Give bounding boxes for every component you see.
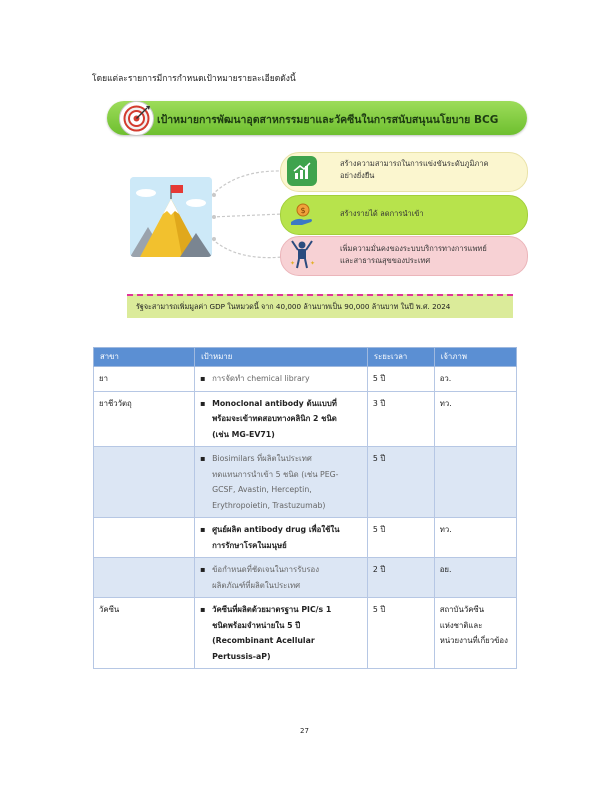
goal-line: Pertussis-aP) (212, 651, 271, 661)
header-goal: เป้าหมาย (195, 348, 368, 367)
goal-line: ผลิตภัณฑ์ที่ผลิตในประเทศ (212, 580, 301, 590)
owner-line: สถาบันวัคซีน (439, 605, 485, 614)
bullet-icon: ▪ (200, 525, 206, 534)
bullet-icon: ▪ (200, 454, 206, 463)
goal-1-text: สร้างความสามารถในการแข่งขันระดับภูมิภาค อย่างยั่งยืน (340, 159, 489, 180)
svg-text:✦: ✦ (310, 260, 316, 267)
person-celebrate-icon (287, 239, 317, 269)
target-icon (119, 101, 154, 136)
targets-table (93, 347, 517, 669)
money-hand-icon (287, 199, 317, 229)
cell-duration: 5 ปี (367, 598, 434, 669)
cell-branch (94, 447, 195, 518)
goal-line: GCSF, Avastin, Herceptin, (212, 485, 312, 494)
goal-line: การจัดทำ chemical library (212, 374, 310, 383)
bullet-icon: ▪ (200, 374, 206, 383)
table-row (94, 367, 517, 392)
table-row (94, 518, 517, 558)
table-row (94, 558, 517, 598)
owner-line: ทว. (439, 398, 452, 408)
gdp-target-text: รัฐจะสามารถเพิ่มมูลค่า GDP ในหมวดนี้ จาก 40,000 ล้านบาทเป็น 90,000 ล้านบาท ในปี พ.ศ. 2024 (136, 302, 451, 311)
cell-goal (195, 598, 368, 669)
cell-owner (434, 367, 516, 392)
table-row (94, 447, 517, 518)
cell-goal (195, 518, 368, 558)
cell-duration: 5 ปี (367, 447, 434, 518)
goal-line: Erythropoietin, Trastuzumab) (212, 500, 326, 510)
goal-line: ชนิดพร้อมจำหน่ายใน 5 ปี (212, 620, 301, 630)
svg-text:$: $ (300, 206, 306, 215)
cell-branch (94, 518, 195, 558)
cell-goal (195, 367, 368, 392)
cell-owner (434, 598, 516, 669)
goal-line: (เช่น MG-EV71) (212, 429, 275, 439)
goal-line: วัคซีนที่ผลิตด้วยมาตรฐาน PIC/s 1 (212, 605, 332, 614)
goal-line: ทดแทนการนำเข้า 5 ชนิด (เช่น PEG- (212, 469, 339, 479)
cell-owner (434, 518, 516, 558)
cell-duration: 2 ปี (367, 558, 434, 598)
owner-line: แห่งชาติและ (439, 620, 483, 630)
header-branch: สาขา (94, 348, 195, 367)
bullet-icon: ▪ (200, 398, 206, 408)
cell-owner (434, 447, 516, 518)
cell-duration: 3 ปี (367, 391, 434, 447)
bullet-icon: ▪ (200, 605, 206, 614)
goal-line: พร้อมจะเข้าทดสอบทางคลินิก 2 ชนิด (212, 414, 337, 423)
banner-title: เป้าหมายการพัฒนาอุตสาหกรรมยาและวัคซีนในการสนับสนุนนโยบาย BCG (157, 114, 499, 126)
goal-3-text: เพิ่มความมั่นคงของระบบบริการทางการแพทย์ และสาธารณสุขของประเทศ (340, 244, 487, 265)
owner-line: อว. (439, 374, 452, 383)
intro-text: โดยแต่ละรายการมีการกำหนดเป้าหมายรายละเอียดดังนี้ (92, 74, 296, 84)
growth-chart-icon (287, 156, 317, 186)
bullet-icon: ▪ (200, 565, 206, 574)
goal-line: ศูนย์ผลิต antibody drug เพื่อใช้ใน (212, 525, 340, 534)
cell-branch (94, 558, 195, 598)
goal-line: ข้อกำหนดที่ชัดเจนในการรับรอง (212, 565, 320, 574)
owner-line: ทว. (439, 525, 452, 534)
cell-duration: 5 ปี (367, 518, 434, 558)
table-row (94, 391, 517, 447)
cell-branch: ยา (94, 367, 195, 392)
goal-line: การรักษาโรคในมนุษย์ (212, 540, 287, 550)
table-header-row (94, 348, 517, 367)
goal-line: Monoclonal antibody ต้นแบบที่ (212, 398, 337, 408)
goal-line: (Recombinant Acellular (212, 636, 315, 645)
goal-2-text: สร้างรายได้ ลดการนำเข้า (340, 209, 424, 218)
table-row (94, 598, 517, 669)
cell-branch: ยาชีววัตถุ (94, 391, 195, 447)
header-owner: เจ้าภาพ (434, 348, 516, 367)
page-number: 27 (300, 727, 309, 735)
cell-owner (434, 391, 516, 447)
cell-owner (434, 558, 516, 598)
goal-line: Biosimilars ที่ผลิตในประเทศ (212, 454, 312, 463)
mountain-flag-illustration (130, 177, 212, 257)
cell-goal (195, 558, 368, 598)
cell-goal (195, 447, 368, 518)
owner-line: หน่วยงานที่เกี่ยวข้อง (439, 636, 508, 645)
cell-duration: 5 ปี (367, 367, 434, 392)
owner-line: อย. (439, 565, 452, 574)
gdp-target-box (127, 294, 513, 318)
svg-text:✦: ✦ (290, 260, 296, 267)
cell-goal (195, 391, 368, 447)
header-duration: ระยะเวลา (367, 348, 434, 367)
goal-banner (107, 101, 527, 135)
cell-branch: วัคซีน (94, 598, 195, 669)
